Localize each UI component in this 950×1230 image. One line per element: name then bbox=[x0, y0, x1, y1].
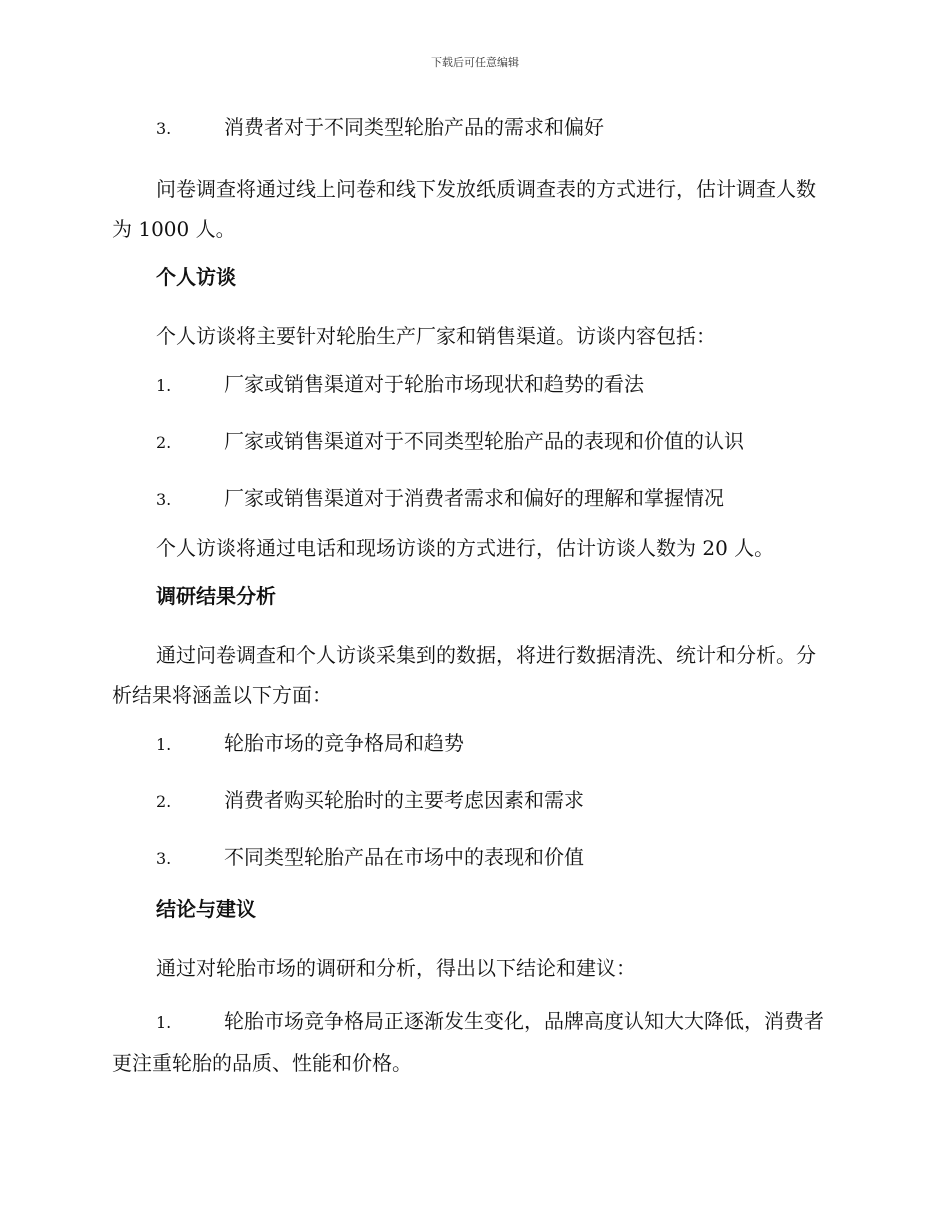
list-number: 3. bbox=[156, 119, 172, 138]
list-number: 2. bbox=[156, 433, 172, 452]
section-heading: 个人访谈 bbox=[156, 265, 236, 289]
list-number: 3. bbox=[156, 490, 172, 509]
list-text: 厂家或销售渠道对于轮胎市场现状和趋势的看法 bbox=[224, 372, 644, 396]
list-text: 不同类型轮胎产品在市场中的表现和价值 bbox=[224, 845, 584, 869]
section-heading: 调研结果分析 bbox=[156, 584, 276, 608]
list-number: 1. bbox=[156, 735, 172, 754]
paragraph: 通过对轮胎市场的调研和分析，得出以下结论和建议： bbox=[156, 956, 636, 980]
list-item bbox=[112, 112, 834, 144]
list-number: 2. bbox=[156, 792, 172, 811]
list-number: 1. bbox=[156, 376, 172, 395]
paragraph: 问卷调查将通过线上问卷和线下发放纸质调查表的方式进行，估计调查人数为 1000 人。 bbox=[112, 177, 816, 241]
list-text: 厂家或销售渠道对于不同类型轮胎产品的表现和价值的认识 bbox=[224, 429, 744, 453]
list-number: 1. bbox=[156, 1013, 172, 1032]
list-item bbox=[112, 369, 834, 401]
paragraph: 通过问卷调查和个人访谈采集到的数据，将进行数据清洗、统计和分析。分析结果将涵盖以下方面： bbox=[112, 643, 816, 707]
list-text: 轮胎市场竞争格局正逐渐发生变化，品牌高度认知大大降低，消费者更注重轮胎的品质、性能和价格。 bbox=[112, 1009, 824, 1075]
list-text: 消费者对于不同类型轮胎产品的需求和偏好 bbox=[224, 115, 604, 139]
list-item bbox=[112, 1001, 834, 1083]
list-item bbox=[112, 785, 834, 817]
paragraph: 个人访谈将通过电话和现场访谈的方式进行，估计访谈人数为 20 人。 bbox=[156, 536, 775, 560]
list-text: 轮胎市场的竞争格局和趋势 bbox=[224, 731, 464, 755]
document-body bbox=[112, 112, 834, 1096]
list-number: 3. bbox=[156, 849, 172, 868]
section-heading: 结论与建议 bbox=[156, 897, 256, 921]
list-item bbox=[112, 426, 834, 458]
list-item bbox=[112, 483, 834, 515]
list-text: 消费者购买轮胎时的主要考虑因素和需求 bbox=[224, 788, 584, 812]
paragraph: 个人访谈将主要针对轮胎生产厂家和销售渠道。访谈内容包括： bbox=[156, 324, 716, 348]
list-item bbox=[112, 728, 834, 760]
list-item bbox=[112, 842, 834, 874]
page-header: 下载后可任意编辑 bbox=[431, 56, 519, 69]
list-text: 厂家或销售渠道对于消费者需求和偏好的理解和掌握情况 bbox=[224, 486, 724, 510]
